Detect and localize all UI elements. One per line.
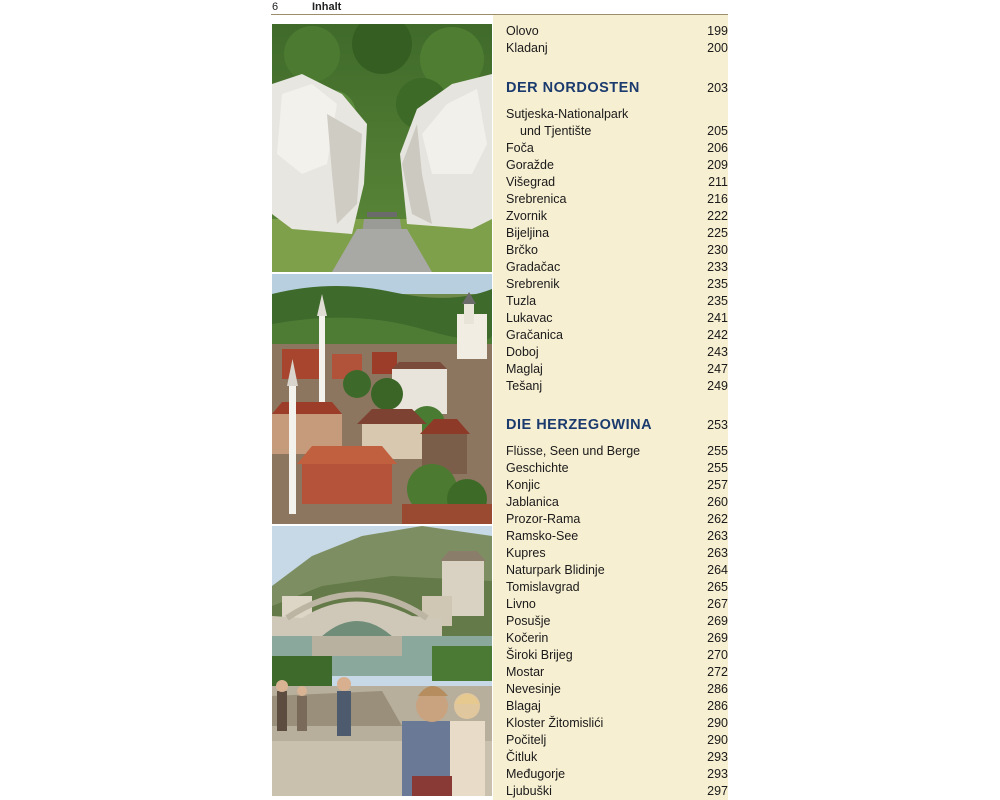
toc-entry[interactable]: Čitluk 293	[506, 750, 728, 764]
toc-entry[interactable]: Goražde 209	[506, 158, 728, 172]
toc-entry[interactable]: Foča 206	[506, 141, 728, 155]
monument-photo	[272, 24, 492, 272]
toc-entry[interactable]: Blagaj 286	[506, 699, 728, 713]
toc-entry[interactable]: Geschichte 255	[506, 461, 728, 475]
toc-entry-continued[interactable]: und Tjentište 205	[520, 124, 728, 138]
toc-entry[interactable]: Zvornik 222	[506, 209, 728, 223]
toc-entry[interactable]: Flüsse, Seen und Berge 255	[506, 444, 728, 458]
toc-entry[interactable]: Posušje 269	[506, 614, 728, 628]
toc-entry[interactable]: Jablanica 260	[506, 495, 728, 509]
toc-entry[interactable]: Brčko 230	[506, 243, 728, 257]
toc-entry[interactable]: Međugorje 293	[506, 767, 728, 781]
page-header	[271, 0, 728, 15]
toc-entry[interactable]: Ljubuški 297	[506, 784, 728, 798]
toc-entry[interactable]: Mostar 272	[506, 665, 728, 679]
toc-entry[interactable]: Srebrenik 235	[506, 277, 728, 291]
toc-panel	[493, 15, 728, 800]
toc-entry[interactable]: Bijeljina 225	[506, 226, 728, 240]
toc-entry[interactable]: Olovo 199	[506, 24, 728, 38]
toc-entry[interactable]: Gračanica 242	[506, 328, 728, 342]
toc-entry[interactable]: Konjic 257	[506, 478, 728, 492]
toc-entry[interactable]: Tomislavgrad 265	[506, 580, 728, 594]
toc-entry[interactable]: Gradačac 233	[506, 260, 728, 274]
toc-entry[interactable]: Počitelj 290	[506, 733, 728, 747]
toc-entry[interactable]: Kloster Žitomislići 290	[506, 716, 728, 730]
toc-entry[interactable]: Kladanj 200	[506, 41, 728, 55]
toc-entry[interactable]: Naturpark Blidinje 264	[506, 563, 728, 577]
section-title: Inhalt	[312, 1, 342, 13]
mostar-bridge-photo	[272, 526, 492, 796]
toc-entry[interactable]: Prozor-Rama 262	[506, 512, 728, 526]
toc-entry[interactable]: Široki Brijeg 270	[506, 648, 728, 662]
toc-entry[interactable]: Višegrad 211	[506, 175, 728, 189]
toc-entry[interactable]: Nevesinje 286	[506, 682, 728, 696]
toc-entry[interactable]: Tuzla 235	[506, 294, 728, 308]
toc-entry[interactable]: Ramsko-See 263	[506, 529, 728, 543]
toc-entry[interactable]: Kočerin 269	[506, 631, 728, 645]
toc-entry[interactable]: Srebrenica 216	[506, 192, 728, 206]
section-heading-nordosten[interactable]: DER NORDOSTEN 203	[506, 80, 728, 96]
toc-entry[interactable]: Doboj 243	[506, 345, 728, 359]
town-photo	[272, 274, 492, 524]
toc-entry[interactable]: Tešanj 249	[506, 379, 728, 393]
toc-entry[interactable]: Sutjeska-Nationalpark	[506, 107, 629, 121]
toc-entry[interactable]: Livno 267	[506, 597, 728, 611]
section-heading-herzegowina[interactable]: DIE HERZEGOWINA 253	[506, 417, 728, 433]
toc-entry[interactable]: Maglaj 247	[506, 362, 728, 376]
toc-entry[interactable]: Lukavac 241	[506, 311, 728, 325]
page-number: 6	[272, 1, 279, 13]
toc-entry[interactable]: Kupres 263	[506, 546, 728, 560]
photo-column	[272, 24, 492, 796]
